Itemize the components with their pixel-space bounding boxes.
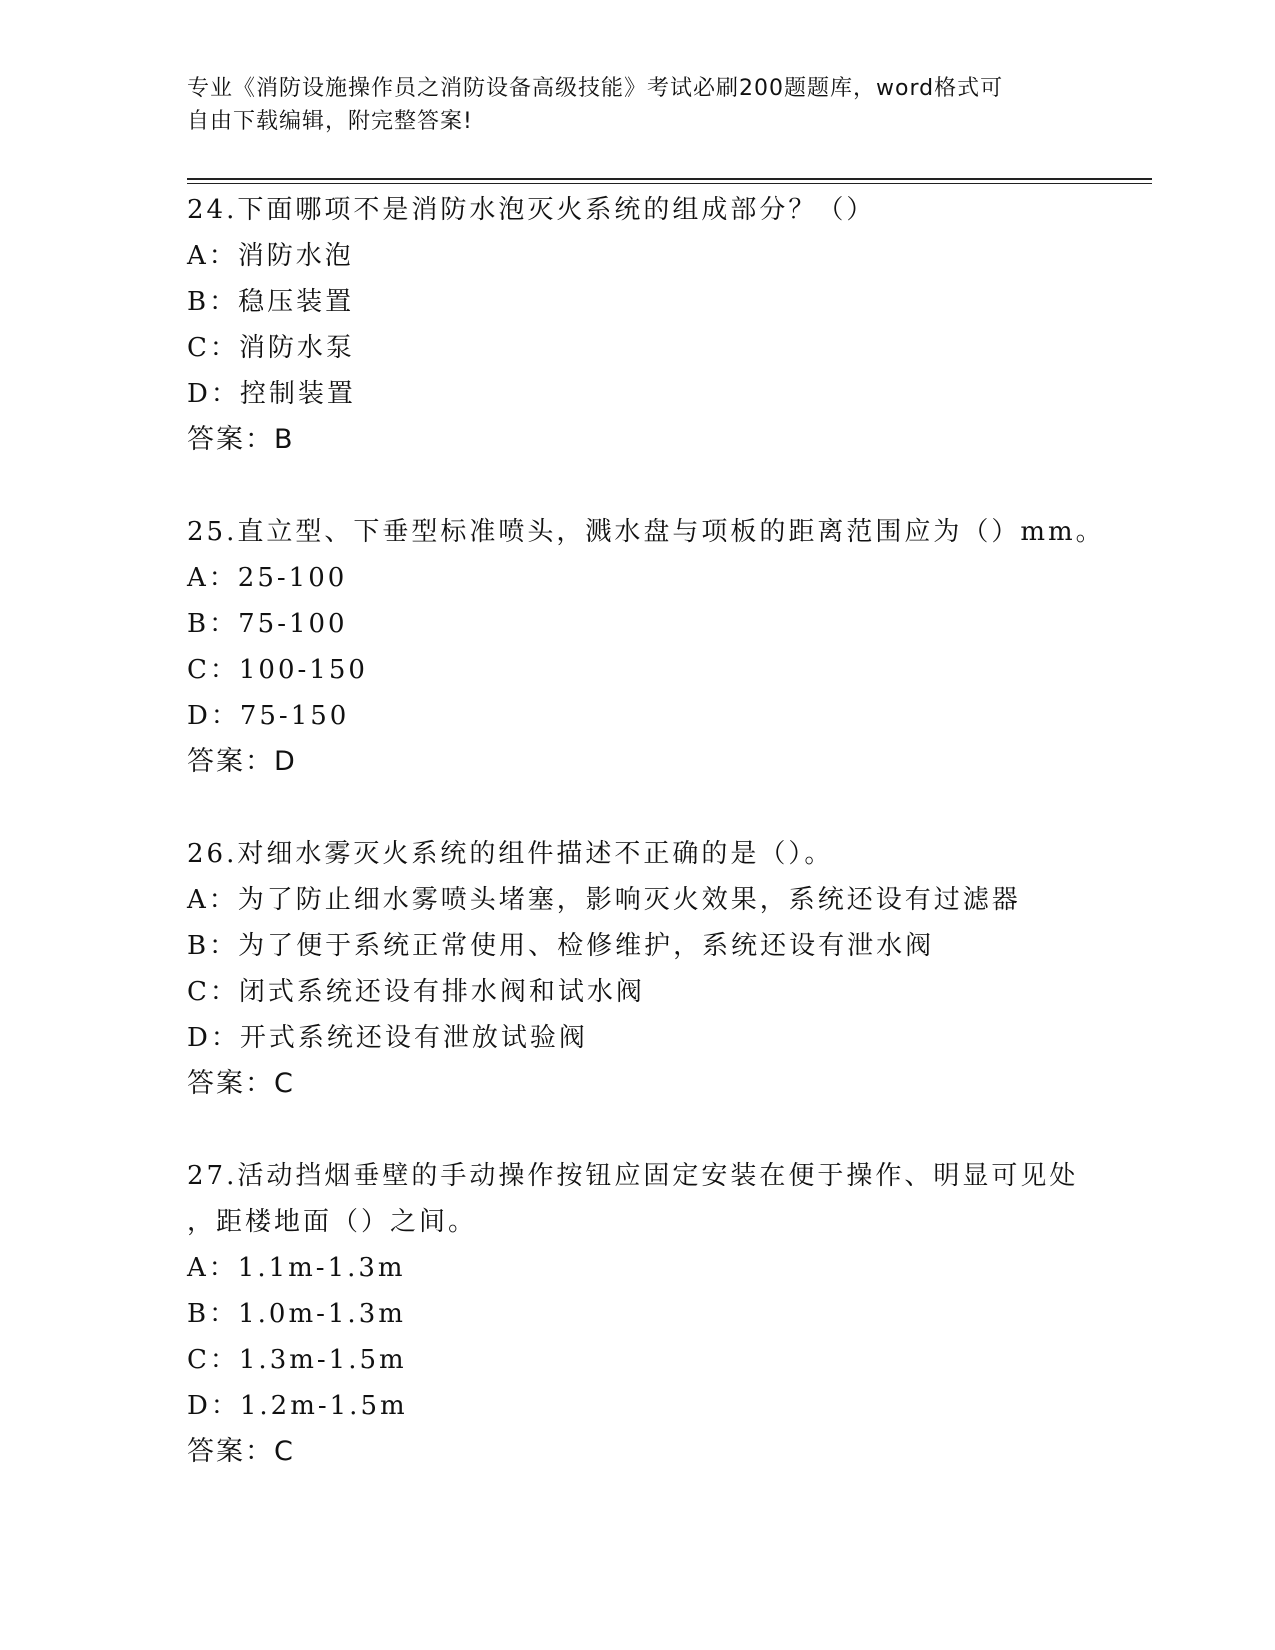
answer-line: 答案：C — [187, 1068, 295, 1099]
question-26 — [187, 831, 1147, 1107]
option-a: A：消防水泡 — [187, 241, 354, 271]
answer-line: 答案：D — [187, 746, 297, 777]
header-line-1: 专业《消防设施操作员之消防设备高级技能》考试必刷200题题库，word格式可 — [187, 76, 1004, 101]
question-stem: 25.直立型、下垂型标准喷头，溅水盘与项板的距离范围应为（）mm。 — [187, 517, 1105, 547]
option-b: B：为了便于系统正常使用、检修维护，系统还设有泄水阀 — [187, 931, 935, 961]
header-line-2: 自由下载编辑，附完整答案! — [187, 109, 473, 134]
header-divider-thin — [187, 183, 1152, 184]
option-c: C：1.3m-1.5m — [187, 1345, 407, 1375]
question-stem-continued: ，距楼地面（）之间。 — [187, 1207, 478, 1237]
option-d: D：75-150 — [187, 701, 350, 731]
option-b: B：75-100 — [187, 609, 348, 639]
option-d: D：开式系统还设有泄放试验阀 — [187, 1023, 588, 1053]
option-a: A：为了防止细水雾喷头堵塞，影响灭火效果，系统还设有过滤器 — [187, 885, 1021, 915]
option-d: D：控制装置 — [187, 379, 356, 409]
option-b: B：1.0m-1.3m — [187, 1299, 406, 1329]
option-a: A：1.1m-1.3m — [187, 1253, 406, 1283]
question-stem: 27.活动挡烟垂壁的手动操作按钮应固定安装在便于操作、明显可见处 — [187, 1161, 1079, 1191]
header-divider-thick — [187, 178, 1152, 180]
question-27 — [187, 1153, 1147, 1475]
option-a: A：25-100 — [187, 563, 348, 593]
option-d: D：1.2m-1.5m — [187, 1391, 408, 1421]
option-c: C：消防水泵 — [187, 333, 355, 363]
answer-line: 答案：C — [187, 1436, 295, 1467]
question-list — [187, 187, 1147, 1475]
answer-line: 答案：B — [187, 424, 295, 455]
question-24 — [187, 187, 1147, 463]
option-c: C：100-150 — [187, 655, 368, 685]
question-25 — [187, 509, 1147, 785]
option-c: C：闭式系统还设有排水阀和试水阀 — [187, 977, 645, 1007]
document-header — [187, 72, 1087, 138]
question-stem: 26.对细水雾灭火系统的组件描述不正确的是（）。 — [187, 839, 834, 869]
question-stem: 24.下面哪项不是消防水泡灭火系统的组成部分？（） — [187, 195, 876, 225]
option-b: B：稳压装置 — [187, 287, 355, 317]
